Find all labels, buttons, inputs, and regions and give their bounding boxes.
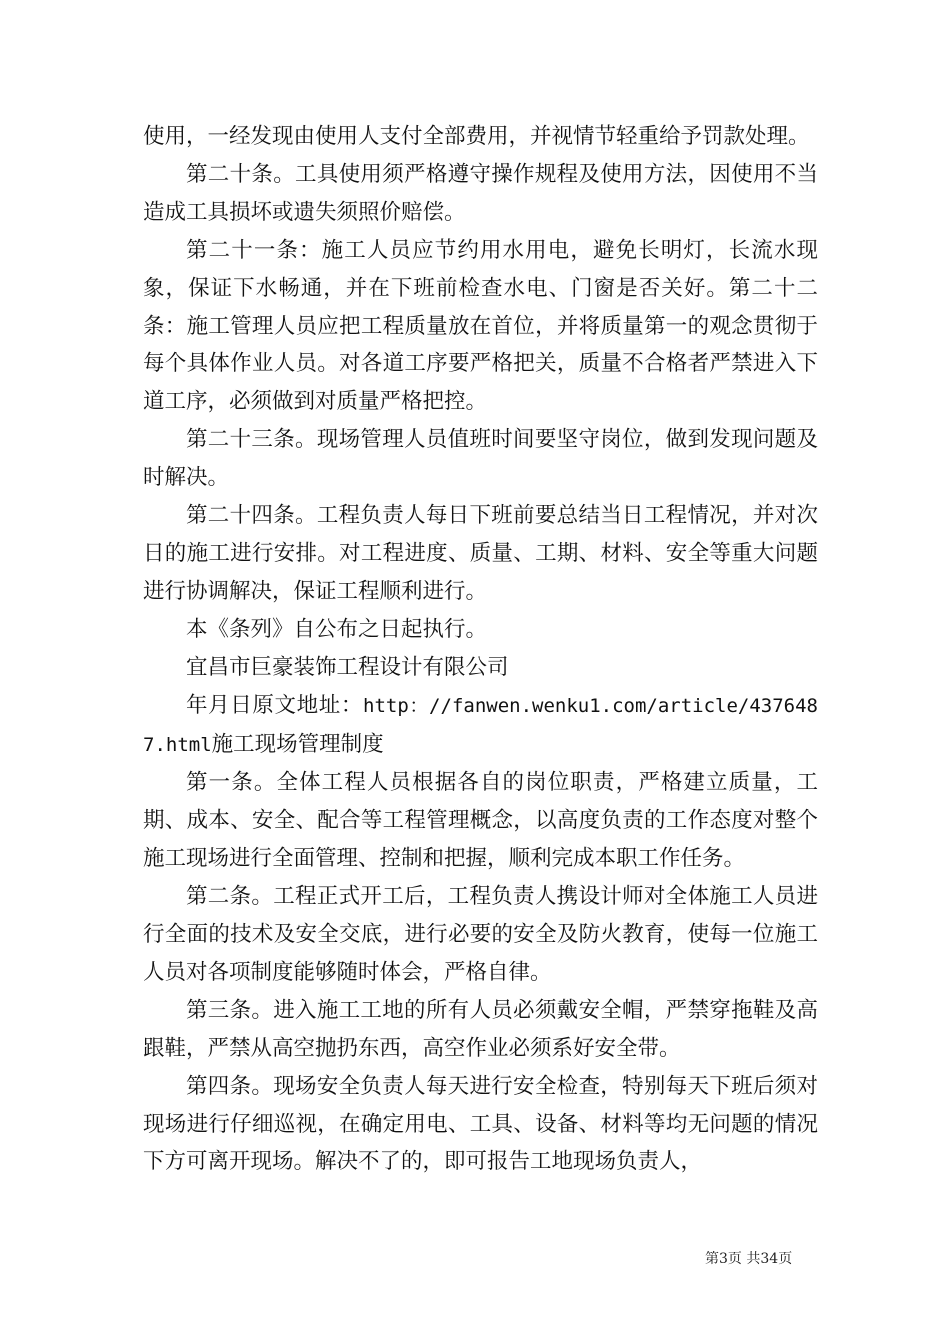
paragraph-article-21-22: 第二十一条：施工人员应节约用水用电，避免长明灯，长流水现象，保证下水畅通，并在下班前检查水电、门窗是否关好。第二十二条：施工管理人员应把工程质量放在首位，并将质量第一的观念贯彻于每个具体作业人员。对各道工序要严格把关，质量不合格者严禁进入下道工序，必须做到对质量严格把控。 — [143, 237, 818, 415]
source-url-link[interactable]: http：//fanwen.wenku1.com/article/4376487.html — [143, 694, 818, 756]
paragraph-effective-note: 本《条列》自公布之日起执行。 — [186, 616, 488, 642]
paragraph-article-4: 第四条。现场安全负责人每天进行安全检查，特别每天下班后须对现场进行仔细巡视，在确定用电、工具、设备、材料等均无问题的情况下方可离开现场。解决不了的，即可报告工地现场负责人， — [143, 1073, 818, 1175]
page-number-middle: 页 共 — [727, 1251, 761, 1267]
paragraph-source-line — [143, 687, 818, 765]
page-number — [705, 1248, 792, 1268]
paragraph-company-name: 宜昌市巨豪装饰工程设计有限公司 — [186, 654, 509, 680]
paragraph-article-3: 第三条。进入施工工地的所有人员必须戴安全帽，严禁穿拖鞋及高跟鞋，严禁从高空抛扔东西，高空作业必须系好安全带。 — [143, 997, 818, 1061]
paragraph-article-23: 第二十三条。现场管理人员值班时间要坚守岗位，做到发现问题及时解决。 — [143, 427, 818, 491]
paragraph-article-20: 第二十条。工具使用须严格遵守操作规程及使用方法，因使用不当造成工具损坏或遗失须照价赔偿。 — [143, 161, 818, 225]
paragraph-article-24: 第二十四条。工程负责人每日下班前要总结当日工程情况，并对次日的施工进行安排。对工程进度、质量、工期、材料、安全等重大问题进行协调解决，保证工程顺利进行。 — [143, 503, 818, 604]
source-suffix-title: 施工现场管理制度 — [211, 731, 384, 757]
source-prefix: 年月日原文地址： — [186, 692, 364, 718]
paragraph-continuation: 使用，一经发现由使用人支付全部费用，并视情节轻重给予罚款处理。 — [143, 124, 810, 149]
document-body — [143, 118, 818, 1181]
paragraph-article-1: 第一条。全体工程人员根据各自的岗位职责，严格建立质量，工期、成本、安全、配合等工程管理概念，以高度负责的工作态度对整个施工现场进行全面管理、控制和把握，顺利完成本职工作任务。 — [143, 770, 818, 872]
page-number-prefix: 第 — [705, 1251, 719, 1267]
paragraph-article-2: 第二条。工程正式开工后，工程负责人携设计师对全体施工人员进行全面的技术及安全交底，进行必要的安全及防火教育，使每一位施工人员对各项制度能够随时体会，严格自律。 — [143, 884, 818, 985]
current-page: 3 — [719, 1251, 728, 1267]
page-number-suffix: 页 — [778, 1251, 793, 1267]
total-pages: 34 — [760, 1251, 779, 1267]
